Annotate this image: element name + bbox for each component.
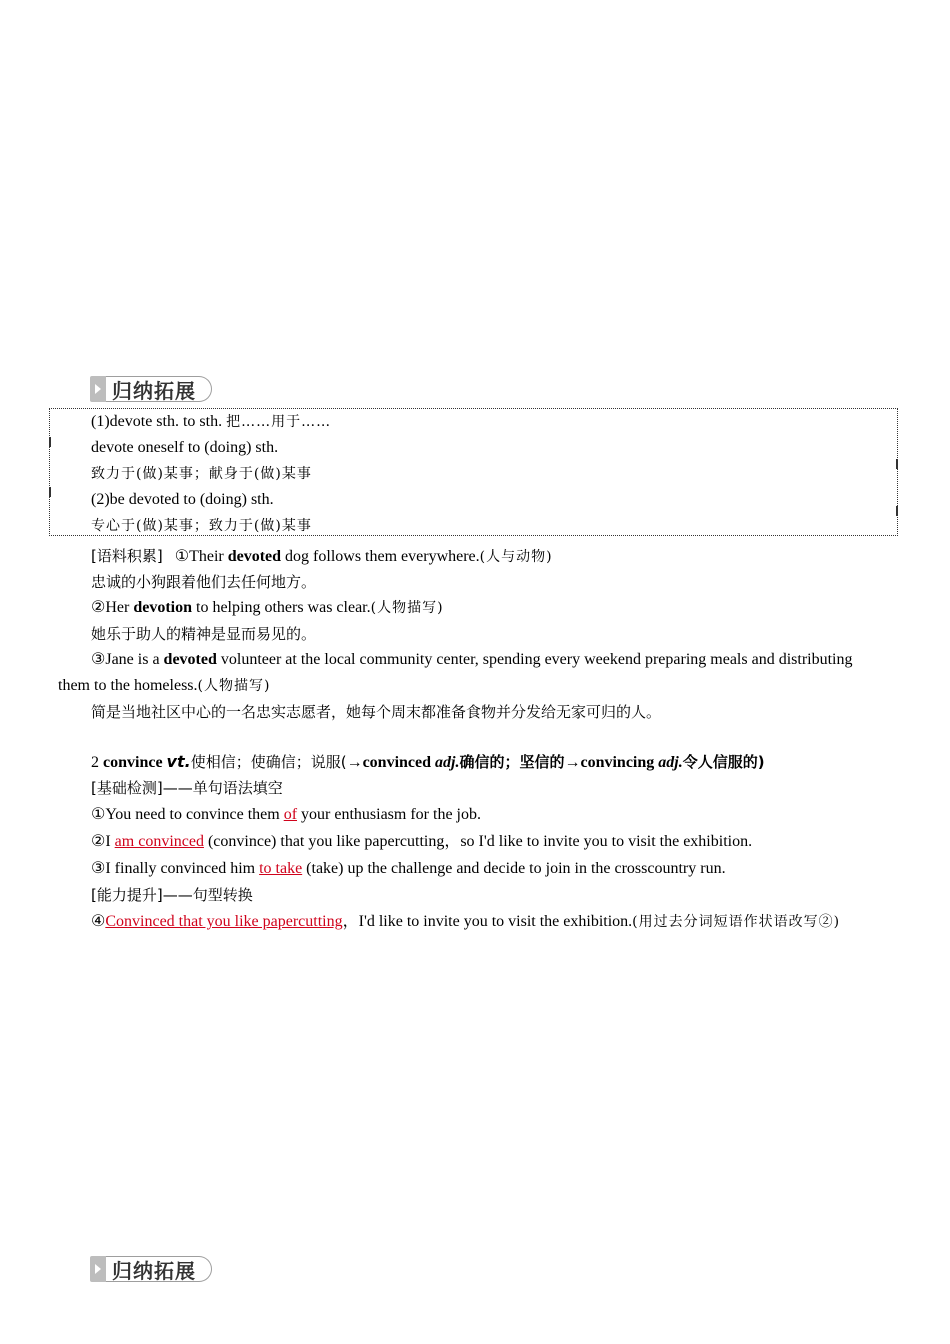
section-badge-label: 归纳拓展 [106,1256,212,1282]
arrow-right-icon: → [346,754,363,771]
section-badge [90,1255,212,1283]
corpus-example-1: [语料积累] ①Their devoted dog follows them everywhere.(人与动物) [91,547,553,565]
corpus-translation-2: 她乐于助人的精神是显而易见的。 [91,625,317,643]
phrase-devote-to: (1)devote sth. to sth. [91,413,223,430]
box-line-3: 致力于(做)某事；献身于(做)某事 [91,466,312,482]
question-1: ①You need to convince them of your enthusiasm for the job. [91,806,481,823]
corpus-translation-1: 忠诚的小狗跟着他们去任何地方。 [91,573,317,591]
play-triangle-icon [90,1256,106,1282]
question-3: ③I finally convinced him to take (take) up the challenge and decide to join in the crosscountry run. [91,860,726,877]
play-triangle-icon [90,376,106,402]
section-badge [90,375,212,403]
basic-check-heading: [基础检测]——单句语法填空 [91,779,283,797]
corpus-tag: [语料积累] [91,547,163,565]
corpus-example-3: ③Jane is a devoted volunteer at the local community center, spending every weekend preparing meals and distributing [91,651,853,668]
keyword: devotion [133,599,192,616]
question-2: ②I am convinced (convince) that you like papercutting，so I'd like to invite you to visit the exhibition. [91,833,753,850]
box-line-4: (2)be devoted to (doing) sth. [91,491,274,508]
answer-blank: Convinced that you like papercutting [105,913,343,930]
keyword: devoted [227,548,282,565]
phrase-devote-to-meaning: 把……用于…… [226,414,332,430]
keyword: devoted [163,651,217,668]
answer-blank: to take [259,860,303,877]
corpus-example-2: ②Her devotion to helping others was clear.(人物描写) [91,599,444,616]
corpus-translation-3: 简是当地社区中心的一名忠实志愿者，她每个周末都准备食物并分发给无家可归的人。 [91,703,662,721]
question-4: ④Convinced that you like papercutting，I'd like to invite you to visit the exhibition.(用过去分词短语作状语改写②) [91,913,841,930]
word-heading: 2 convince vt.使相信；使确信；说服(→convinced adj.确信的；坚信的→convincing adj.令人信服的) [91,752,765,771]
box-line-5: 专心于(做)某事；致力于(做)某事 [91,518,312,534]
corpus-example-3-cont: them to the homeless.(人物描写) [58,677,271,694]
section-badge-label: 归纳拓展 [106,376,212,402]
answer-blank: am convinced [114,833,204,850]
answer-blank: of [283,806,298,823]
box-line-2: devote oneself to (doing) sth. [91,439,279,456]
box-line-1 [91,412,331,432]
advanced-heading: [能力提升]——句型转换 [91,886,253,904]
headword: convince [103,754,163,771]
arrow-right-icon: → [564,754,581,771]
